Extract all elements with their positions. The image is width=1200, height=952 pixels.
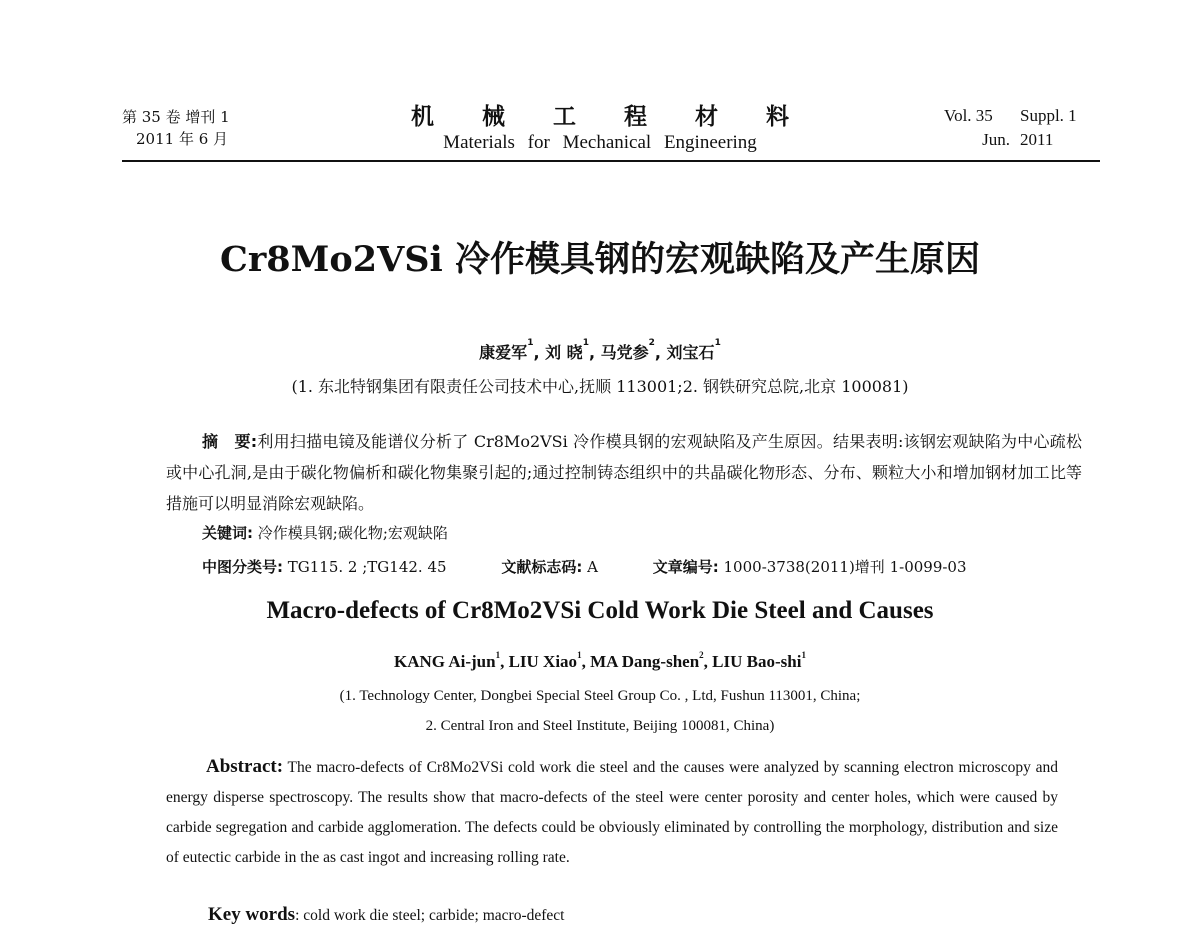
month-en: Jun. [982,130,1010,149]
volume-issue-cn: 第 35 卷 增刊 1 [122,108,230,126]
author-cn: 康爱军 [479,343,528,362]
supplement-en: Suppl. 1 [1020,106,1077,125]
keywords-en [208,904,564,926]
abstract-cn-label: 摘 要: [202,432,258,451]
article-id-value: 1000-3738(2011)增刊 1-0099-03 [723,558,967,576]
author-en: LIU Xiao [508,652,578,671]
keywords-en-value: : cold work die steel; carbide; macro-defect [295,907,565,924]
abstract-en [166,752,1058,873]
abstract-en-label: Abstract: [206,756,284,777]
affiliation-en-1: (1. Technology Center, Dongbei Special Steel Group Co. , Ltd, Fushun 113001, China; [339,688,861,704]
article-id-label: 文章编号: [652,558,719,576]
volume-en: Vol. 35 [944,106,993,125]
keywords-cn [202,522,448,543]
keywords-en-label: Key words [208,904,296,925]
date-cn: 2011 年 6 月 [136,130,229,148]
journal-name-cn: 机 械 工 程 材 料 [410,103,810,130]
author-cn: 马党参 [600,343,649,362]
clc-label: 中图分类号: [202,558,283,576]
abstract-en-body: The macro-defects of Cr8Mo2VSi cold work die steel and the causes were analyzed by scanning electron microscopy and energy disperse spectroscopy. The results show that macro-defects of the steel were center porosity and center holes, which were caused by carbide segregation and carbide agglomeration. The defects could be obviously eliminated by controlling the morphology, distribution and size of eutectic carbide in the as cast ingot and increasing rolling rate. [166,759,1058,866]
clc-value: TG115. 2 ;TG142. 45 [287,558,447,576]
keywords-cn-label: 关键词: [202,524,253,542]
classification-row [202,556,1017,577]
author-en: MA Dang-shen [590,652,700,671]
abstract-cn-body: 利用扫描电镜及能谱仪分析了 Cr8Mo2VSi 冷作模具钢的宏观缺陷及产生原因。结果表明:该钢宏观缺陷为中心疏松或中心孔洞,是由于碳化物偏析和碳化物集聚引起的;通过控制铸态组织中的共晶碳化物形态、分布、颗粒大小和增加钢材加工比等措施可以明显消除宏观缺陷。 [166,432,1083,513]
paper-title-cn: Cr8Mo2VSi 冷作模具钢的宏观缺陷及产生原因 [219,239,980,280]
paper-title-en: Macro-defects of Cr8Mo2VSi Cold Work Die Steel and Causes [266,597,934,624]
doc-code-label: 文献标志码: [501,558,583,576]
keywords-cn-value: 冷作模具钢;碳化物;宏观缺陷 [257,524,448,542]
affiliation-cn: (1. 东北特钢集团有限责任公司技术中心,抚顺 113001;2. 钢铁研究总院,北京 100081) [291,377,909,396]
author-en: KANG Ai-jun [394,652,496,671]
authors-en: KANG Ai-jun$^1$, LIU Xiao$^1$, MA Dang-shen$^2$, LIU Bao-shi$^1$ [394,650,806,671]
author-cn: 刘 晓 [545,343,583,362]
journal-name-en: Materials for Mechanical Engineering [443,132,757,153]
authors-cn: 康爱军$^1$, 刘 晓$^1$, 马党参$^2$, 刘宝石$^1$ [479,338,721,362]
header-volume-en-block [944,104,1077,152]
header-rule [122,160,1100,162]
year-en: 2011 [1020,130,1054,149]
author-cn: 刘宝石 [666,343,715,362]
doc-code-value: A [587,558,598,576]
affiliation-en-2: 2. Central Iron and Steel Institute, Beijing 100081, China) [425,718,775,734]
abstract-cn [166,426,1082,519]
author-en: LIU Bao-shi [712,652,802,671]
